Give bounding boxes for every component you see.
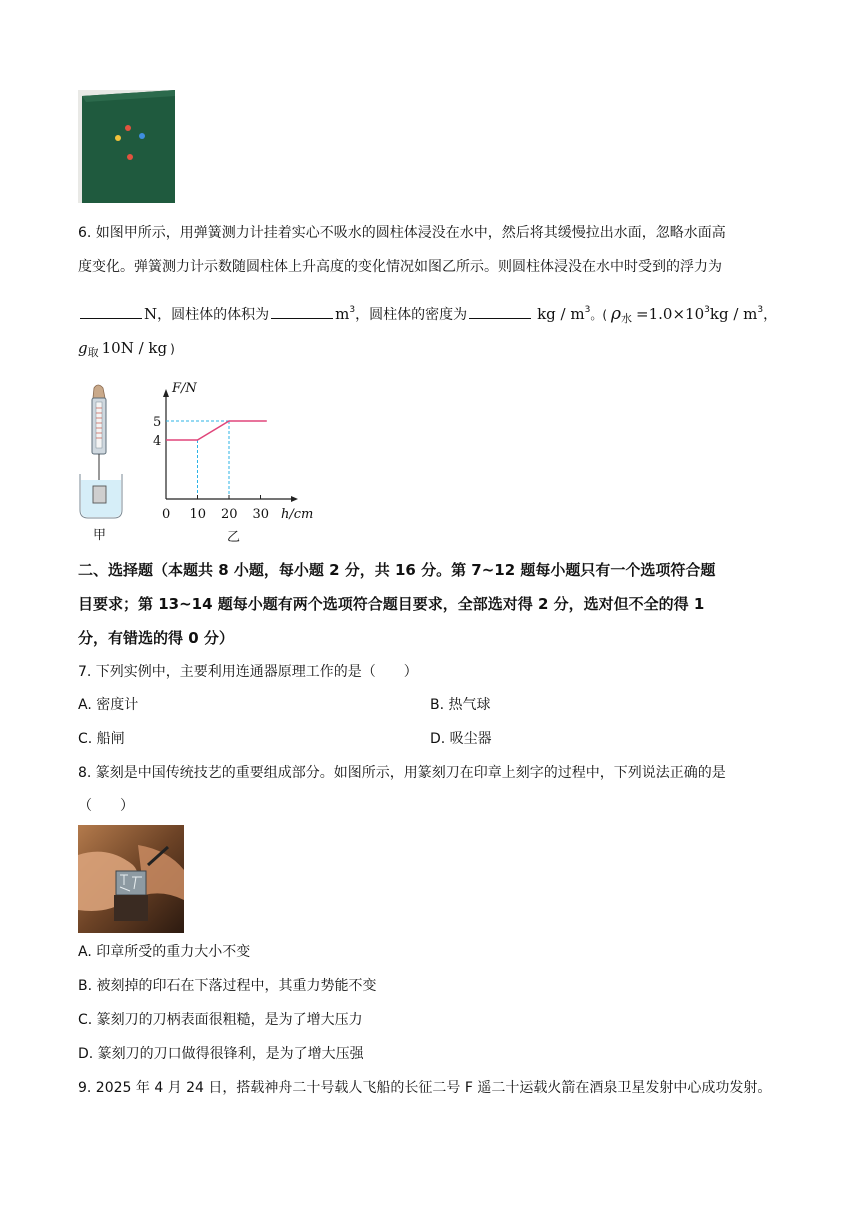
- x-tick-label-30: 30: [252, 507, 270, 522]
- x-tick-label-0: 0: [162, 507, 171, 522]
- seal-carving-photo: [78, 825, 184, 933]
- q6-line-2: 度变化。弹簧测力计示数随圆柱体上升高度的变化情况如图乙所示。则圆柱体浸没在水中时受到的浮力为: [78, 259, 722, 275]
- figure-label-yi: 乙: [227, 530, 241, 545]
- q9-stem: 9. 2025 年 4 月 24 日，搭载神舟二十号载人飞船的长征二号 F 遥二十运载火箭在酒泉卫星发射中心成功发射。: [78, 1080, 772, 1096]
- q7-option-c[interactable]: C. 船闸: [78, 731, 125, 747]
- q8-option-d[interactable]: D. 篆刻刀的刀口做得很锋利，是为了增大压强: [78, 1046, 364, 1062]
- q8-option-c[interactable]: C. 篆刻刀的刀柄表面很粗糙，是为了增大压力: [78, 1012, 363, 1028]
- answer-blank-density[interactable]: [469, 304, 531, 319]
- q8-stem-line-1: 8. 篆刻是中国传统技艺的重要组成部分。如图所示，用篆刻刀在印章上刻字的过程中，下列说法正确的是: [78, 765, 726, 781]
- q6-line-3: N，圆柱体的体积为 $m^3$，圆柱体的密度为 kg / $m^3$。( $\rho_水 =1.0\times 10^3kg / m^3$，: [78, 300, 777, 329]
- x-axis-label: h/cm: [281, 507, 314, 522]
- q8-stem-line-2: （ ）: [78, 798, 134, 814]
- chalkboard-magnets-photo: [78, 90, 175, 203]
- force-height-graph-svg: [150, 380, 320, 545]
- q7-option-a[interactable]: A. 密度计: [78, 697, 139, 713]
- q7-option-b[interactable]: B. 热气球: [430, 697, 491, 713]
- answer-blank-buoyancy[interactable]: [80, 304, 142, 319]
- y-axis-arrow: [163, 389, 169, 397]
- section-2-heading-line-3: 分，有错选的得 0 分）: [78, 629, 234, 647]
- q8-option-a[interactable]: A. 印章所受的重力大小不变: [78, 944, 251, 960]
- figure-label-jia: 甲: [93, 528, 107, 543]
- section-2-heading-line-1: 二、选择题（本题共 8 小题，每小题 2 分，共 16 分。第 7~12 题每小题只有一个选项符合题: [78, 561, 716, 579]
- q7-option-d[interactable]: D. 吸尘器: [430, 731, 492, 747]
- force-height-graph: [150, 380, 320, 545]
- y-tick-label-5: 5: [153, 415, 162, 430]
- section-2-heading-line-2: 目要求；第 13~14 题每小题有两个选项符合题目要求，全部选对得 2 分，选对但不全的得 1: [78, 595, 705, 613]
- figure-spring-scale-beaker: [78, 382, 128, 522]
- force-line-series: [166, 421, 267, 440]
- y-axis-label: F/N: [172, 381, 197, 396]
- q8-option-b[interactable]: B. 被刻掉的印石在下落过程中，其重力势能不变: [78, 978, 377, 994]
- x-axis-arrow: [291, 496, 298, 502]
- x-tick-label-10: 10: [189, 507, 207, 522]
- q7-stem: 7. 下列实例中，主要利用连通器原理工作的是（ ）: [78, 664, 418, 680]
- q6-line-1: 6. 如图甲所示，用弹簧测力计挂着实心不吸水的圆柱体浸没在水中，然后将其缓慢拉出水面，忽略水面高: [78, 225, 726, 241]
- q6-line-4: $g_取$ 10N / kg ): [78, 339, 175, 359]
- x-tick-label-20: 20: [221, 507, 238, 522]
- answer-blank-volume[interactable]: [271, 304, 333, 319]
- y-tick-label-4: 4: [153, 434, 162, 449]
